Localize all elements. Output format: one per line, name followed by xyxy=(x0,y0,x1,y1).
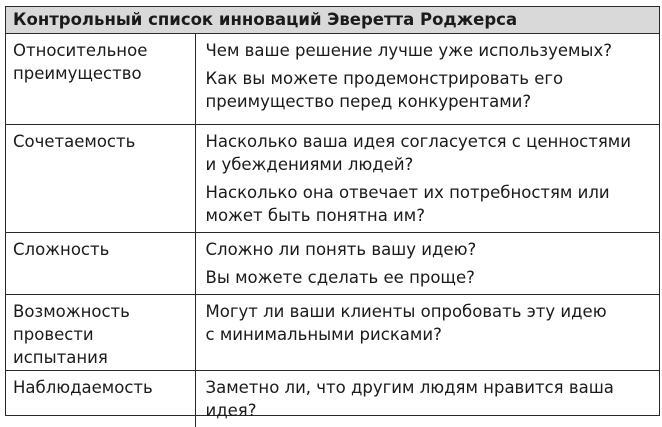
question xyxy=(206,300,654,346)
questions-cell xyxy=(195,294,659,370)
question xyxy=(206,39,654,62)
questions-cell xyxy=(195,370,659,427)
question xyxy=(206,181,654,227)
table-row xyxy=(6,294,659,370)
question xyxy=(206,67,654,113)
question-line: с минимальными рисками? xyxy=(205,324,442,344)
question xyxy=(206,238,654,261)
questions-cell xyxy=(195,124,659,232)
question-line: Заметно ли, что другим людям нравится ваша xyxy=(205,377,614,397)
table-row xyxy=(6,34,659,124)
checklist-grid xyxy=(6,34,659,427)
question-line: Вы можете сделать ее проще? xyxy=(205,267,475,287)
criterion-label: испытания xyxy=(13,347,108,367)
criterion-label: Возможность xyxy=(13,301,130,321)
criterion-label: Относительное xyxy=(13,41,148,60)
question-line: идея? xyxy=(205,400,257,420)
criterion-cell xyxy=(6,370,195,427)
innovation-checklist-table xyxy=(5,6,660,420)
criterion-label: Сочетаемость xyxy=(13,131,136,151)
question xyxy=(206,266,654,289)
question-line: Чем ваше решение лучше уже используемых? xyxy=(205,41,612,60)
question-line: Насколько она отвечает их потребностям или xyxy=(205,182,610,202)
questions-cell xyxy=(195,34,659,124)
criterion-label: Сложность xyxy=(13,239,110,259)
criterion-cell xyxy=(6,232,195,294)
criterion-cell xyxy=(6,294,195,370)
question xyxy=(206,130,654,176)
criterion-label: преимущество xyxy=(13,64,142,83)
criterion-label: провести xyxy=(13,324,94,344)
question-line: Сложно ли понять вашу идею? xyxy=(205,239,477,259)
question-line: преимущество перед конкурентами? xyxy=(205,92,532,111)
question-line: Могут ли ваши клиенты опробовать эту идею xyxy=(205,301,607,321)
table-row xyxy=(6,370,659,427)
table-title: Контрольный список инноваций Эверетта Роджерса xyxy=(6,7,659,34)
question-line: может быть понятна им? xyxy=(205,205,425,225)
criterion-cell xyxy=(6,124,195,232)
table-row xyxy=(6,124,659,232)
question xyxy=(206,376,654,422)
question-line: Как вы можете продемонстрировать его xyxy=(205,69,564,88)
questions-cell xyxy=(195,232,659,294)
question-line: Насколько ваша идея согласуется с ценностями xyxy=(205,131,631,151)
table-row xyxy=(6,232,659,294)
question-line: и убеждениями людей? xyxy=(205,154,414,174)
criterion-label: Наблюдаемость xyxy=(13,377,153,397)
criterion-cell xyxy=(6,34,195,124)
